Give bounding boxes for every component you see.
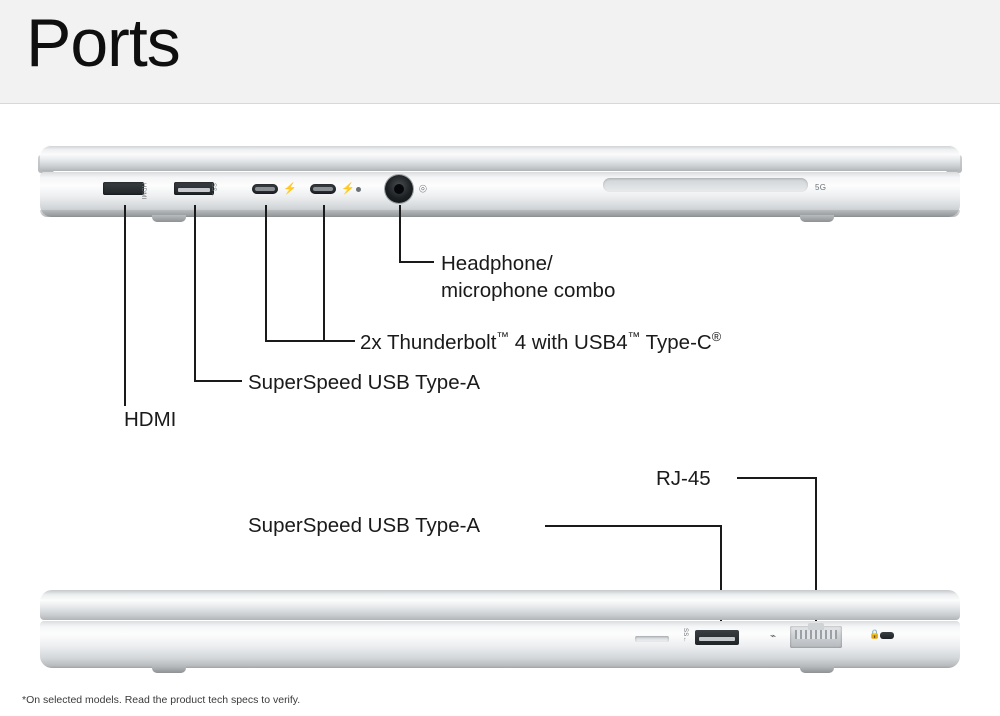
leader-line-thunderbolt-2 bbox=[323, 205, 325, 341]
thunderbolt-port-1 bbox=[252, 184, 278, 194]
rubber-foot-left bbox=[152, 215, 186, 222]
rubber-foot-right-2 bbox=[800, 666, 834, 673]
callout-thunderbolt-text: 2x Thunderbolt bbox=[360, 331, 497, 354]
sd-card-slot bbox=[635, 636, 669, 642]
superspeed-usb-icon-top: SS← bbox=[210, 183, 216, 198]
leader-line-headphone-horizontal bbox=[399, 261, 434, 263]
usb-a-port-top bbox=[174, 182, 214, 195]
callout-usb-a-top: SuperSpeed USB Type-A bbox=[248, 371, 481, 394]
callout-headphone bbox=[441, 250, 615, 304]
footnote: *On selected models. Read the product tech specs to verify. bbox=[22, 694, 301, 706]
superspeed-usb-icon-bottom: SS← bbox=[682, 628, 688, 643]
leader-line-headphone-vertical bbox=[399, 205, 401, 262]
callout-thunderbolt-mid: 4 with USB4 bbox=[509, 331, 628, 354]
headset-icon: ⌾ bbox=[419, 181, 427, 196]
callout-thunderbolt-tail: Type-C bbox=[640, 331, 712, 354]
rubber-foot-left-2 bbox=[152, 666, 186, 673]
rubber-foot-right bbox=[800, 215, 834, 222]
headphone-microphone-jack bbox=[385, 175, 413, 203]
callout-headphone-line1: Headphone/ bbox=[441, 252, 553, 275]
callout-thunderbolt-sup3: ® bbox=[711, 329, 722, 345]
leader-line-usba-bottom-horizontal bbox=[545, 525, 721, 527]
network-icon: ⌁ bbox=[770, 631, 777, 642]
leader-line-usba-top-horizontal bbox=[194, 380, 242, 382]
leader-line-rj45-horizontal bbox=[737, 477, 816, 479]
thunderbolt-port-2 bbox=[310, 184, 336, 194]
leader-line-usba-top-vertical bbox=[194, 205, 196, 381]
laptop-left-side-view bbox=[40, 145, 960, 217]
rj45-pins bbox=[795, 630, 837, 639]
leader-line-thunderbolt-1 bbox=[265, 205, 267, 341]
thunderbolt-icon-1: ⚡ bbox=[283, 183, 297, 195]
display-lid-2 bbox=[40, 590, 960, 620]
hdmi-port-icon: HDMI bbox=[140, 183, 146, 200]
laptop-right-side-view bbox=[40, 590, 960, 668]
leader-line-hdmi-vertical bbox=[124, 205, 126, 406]
lock-icon: 🔒 bbox=[869, 629, 881, 639]
vent-slot bbox=[603, 178, 808, 192]
usb-a-port-bottom bbox=[695, 630, 739, 645]
thunderbolt-icon-2: ⚡ bbox=[341, 183, 355, 195]
page-title: Ports bbox=[26, 5, 180, 81]
callout-usb-a-bottom: SuperSpeed USB Type-A bbox=[248, 514, 481, 537]
callout-thunderbolt-sup2: ™ bbox=[627, 329, 641, 345]
five-g-icon: 5G bbox=[815, 183, 827, 192]
hdmi-port bbox=[103, 182, 144, 195]
callout-thunderbolt bbox=[360, 329, 721, 356]
callout-headphone-line2: microphone combo bbox=[441, 279, 616, 303]
status-pinhole bbox=[356, 187, 361, 192]
callout-hdmi: HDMI bbox=[124, 408, 177, 431]
security-lock-slot bbox=[880, 632, 894, 639]
callout-thunderbolt-sup1: ™ bbox=[496, 329, 510, 345]
leader-line-thunderbolt-horizontal bbox=[265, 340, 355, 342]
rj45-ethernet-port bbox=[790, 626, 842, 648]
callout-rj45: RJ-45 bbox=[656, 467, 711, 490]
display-lid bbox=[40, 145, 960, 171]
